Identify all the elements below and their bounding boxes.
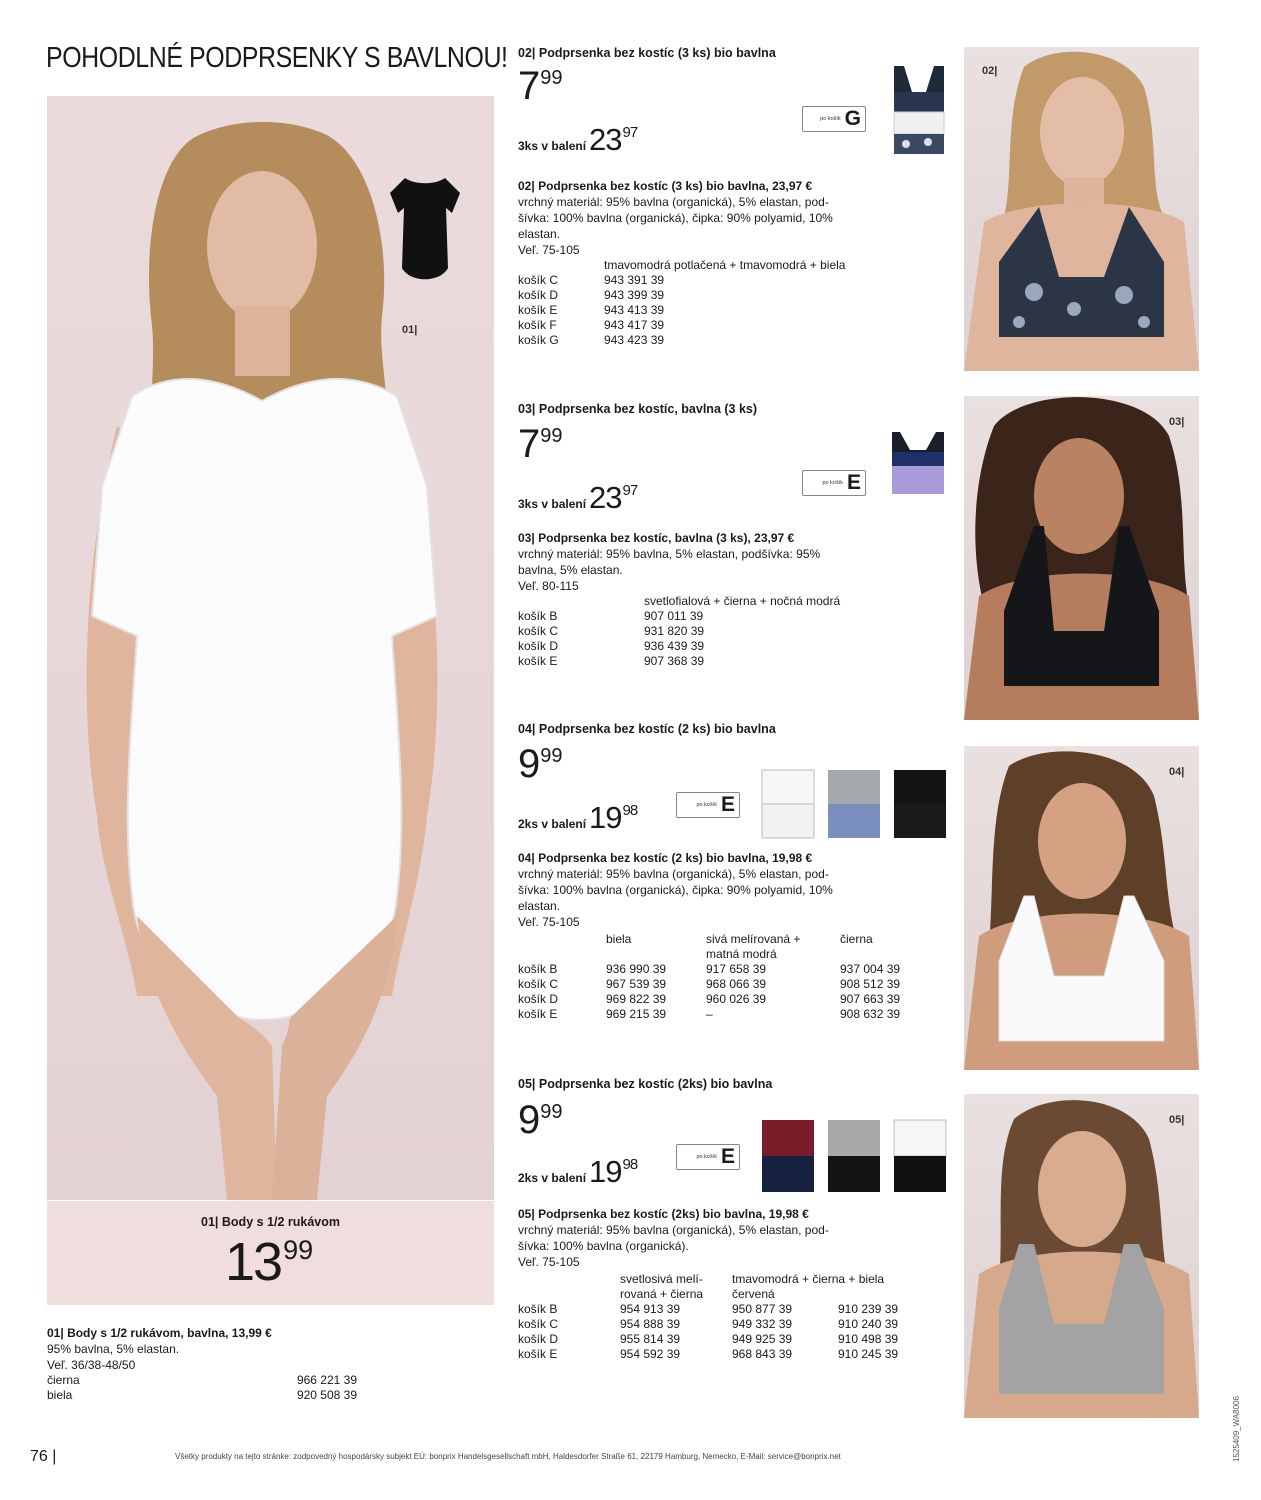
pack-label: 3ks v balení [518, 139, 587, 153]
table-row [518, 273, 845, 288]
product-desc-04-title [518, 850, 938, 866]
price-box-01 [47, 1201, 494, 1305]
code-table-02 [518, 258, 845, 348]
table-row [518, 1347, 898, 1362]
order-code: 907 368 39 [644, 654, 705, 668]
product-head-04-text: Podprsenka bez kostíc (2 ks) bio bavlna [538, 722, 776, 736]
order-code: 936 990 39 [606, 962, 667, 976]
order-code: 943 399 39 [604, 288, 665, 302]
color-header: červená [732, 1287, 775, 1301]
cup-size: košík E [518, 1007, 558, 1021]
cup-size: košík C [518, 273, 559, 287]
table-row [518, 1272, 898, 1287]
product-desc-01-title-text: Body s 1/2 rukávom, bavlna, 13,99 € [67, 1326, 272, 1340]
order-code: 943 423 39 [604, 333, 665, 347]
color-header: čierna [840, 932, 873, 946]
order-code: 943 391 39 [604, 273, 665, 287]
product-desc-04-title-text: Podprsenka bez kostíc (2 ks) bio bavlna, 19,98 € [538, 851, 813, 865]
table-row [47, 1388, 357, 1403]
color-name: čierna [47, 1373, 80, 1387]
order-code: 937 004 39 [840, 962, 901, 976]
photo-model-03 [964, 396, 1199, 720]
pack-price-cents: 98 [622, 1156, 638, 1173]
cup-size-badge-05 [676, 1144, 740, 1170]
pack-label: 3ks v balení [518, 497, 587, 511]
bra-swatch-02 [890, 62, 948, 157]
photo-tag-02: 02| [982, 65, 998, 77]
price-03-cents: 99 [540, 425, 563, 447]
order-code: 907 011 39 [644, 609, 704, 623]
product-desc-03-line: bavlna, 5% elastan. [518, 563, 623, 577]
product-desc-05-line: vrchný materiál: 95% bavlna (organická), 5% elastan, pod- [518, 1223, 829, 1237]
product-desc-05 [518, 1206, 938, 1362]
price-03-main: 7 [518, 422, 539, 466]
hero-photo-body [47, 96, 494, 1200]
bra-swatch-05-white [890, 1114, 950, 1196]
table-row [518, 1287, 898, 1302]
table-row [518, 318, 845, 333]
price-02-main: 7 [518, 64, 539, 108]
bra-swatch-04-white [758, 762, 818, 842]
bra-swatch-04-grey [824, 762, 884, 842]
catalog-code: 1525409_WA8006 [1232, 1396, 1241, 1462]
photo-model-02 [964, 47, 1199, 371]
pack-price-main: 19 [589, 1154, 622, 1189]
pack-price-03 [518, 480, 637, 516]
color-header: svetlosivá melí- [620, 1272, 703, 1286]
order-code: 954 913 39 [620, 1302, 681, 1316]
cup-size: košík C [518, 977, 559, 991]
cup-size: košík D [518, 992, 559, 1006]
product-desc-02 [518, 178, 938, 348]
badge-letter: E [720, 793, 735, 816]
product-desc-03 [518, 530, 938, 669]
order-code: 908 632 39 [840, 1007, 901, 1021]
product-head-05-text: Podprsenka bez kostíc (2ks) bio bavlna [538, 1077, 773, 1091]
product-desc-03-title [518, 530, 938, 546]
code-table-04 [518, 932, 900, 1022]
price-01 [225, 1232, 314, 1292]
order-code: 908 512 39 [840, 977, 901, 991]
product-desc-01-title [47, 1325, 377, 1341]
page-number: 76 | [30, 1448, 57, 1465]
product-desc-01-line: Veľ. 36/38-48/50 [47, 1358, 136, 1372]
cup-size: košík C [518, 1317, 559, 1331]
cup-size-badge-02 [802, 106, 866, 132]
order-code: – [706, 1007, 713, 1021]
photo-tag-05: 05| [1169, 1114, 1185, 1126]
product-desc-02-title-text: Podprsenka bez kostíc (3 ks) bio bavlna, 23,97 € [538, 179, 813, 193]
order-code: 969 215 39 [606, 1007, 667, 1021]
photo-model-04 [964, 746, 1199, 1070]
badge-label: po košík [820, 116, 841, 122]
color-header: matná modrá [706, 947, 777, 961]
product-desc-03-line: Veľ. 80-115 [518, 579, 579, 593]
badge-label: po košík [696, 1154, 717, 1160]
product-desc-02-line: Veľ. 75-105 [518, 243, 580, 257]
order-code: 960 026 39 [706, 992, 767, 1006]
price-box-label-text: Body s 1/2 rukávom [221, 1215, 340, 1229]
product-head-05-num: 05| [518, 1077, 536, 1091]
order-code: 907 663 39 [840, 992, 901, 1006]
table-row [518, 1007, 900, 1022]
order-code: 966 221 39 [296, 1373, 357, 1387]
order-code: 954 592 39 [620, 1347, 681, 1361]
order-code: 949 925 39 [732, 1332, 793, 1346]
order-code: 936 439 39 [644, 639, 705, 653]
order-code: 954 888 39 [620, 1317, 681, 1331]
pack-price-cents: 98 [622, 802, 638, 819]
color-header: tmavomodrá potlačená + tmavomodrá + biela [604, 258, 846, 272]
table-row [518, 962, 900, 977]
table-row [518, 258, 845, 273]
order-code: 917 658 39 [706, 962, 767, 976]
pack-price-05 [518, 1154, 637, 1190]
product-desc-04 [518, 850, 938, 1022]
order-code: 910 245 39 [838, 1347, 899, 1361]
code-table-01 [47, 1373, 357, 1403]
badge-letter: E [720, 1145, 735, 1168]
table-row [518, 932, 900, 947]
color-header: sivá melírovaná + [706, 932, 801, 946]
legal-footer: Všetky produkty na tejto stránke: zodpovedný hospodársky subjekt EÚ: bonprix Handelsgesellschaft mbH, Haldesdorfer Straße 61, 22179 Hamburg, Nemecko, E-Mail: service@bonprix.net [175, 1452, 841, 1461]
product-desc-01 [47, 1325, 377, 1403]
order-code: 967 539 39 [606, 977, 667, 991]
cup-size: košík E [518, 654, 558, 668]
table-row [518, 303, 845, 318]
product-head-02-num: 02| [518, 46, 536, 60]
product-head-04 [518, 722, 776, 736]
order-code: 968 066 39 [706, 977, 767, 991]
cup-size: košík E [518, 303, 558, 317]
table-row [518, 1317, 898, 1332]
product-head-02-text: Podprsenka bez kostíc (3 ks) bio bavlna [538, 46, 776, 60]
table-row [518, 624, 840, 639]
price-02 [518, 66, 563, 106]
product-desc-05-title [518, 1206, 938, 1222]
order-code: 943 413 39 [604, 303, 665, 317]
code-table-03 [518, 594, 840, 669]
cup-size: košík D [518, 288, 559, 302]
price-05-main: 9 [518, 1098, 539, 1142]
badge-letter: G [844, 107, 861, 130]
order-code: 950 877 39 [732, 1302, 793, 1316]
badge-letter: E [846, 471, 861, 494]
page-headline: POHODLNÉ PODPRSENKY S BAVLNOU! [46, 42, 508, 74]
price-03 [518, 424, 563, 464]
cup-size: košík E [518, 1347, 558, 1361]
price-05-cents: 99 [540, 1101, 563, 1123]
color-header: rovaná + čierna [620, 1287, 704, 1301]
product-head-03 [518, 402, 757, 416]
table-row [518, 947, 900, 962]
cup-size: košík B [518, 962, 558, 976]
product-head-03-text: Podprsenka bez kostíc, bavlna (3 ks) [538, 402, 758, 416]
color-header: svetlofialová + čierna + nočná modrá [644, 594, 841, 608]
price-box-label [201, 1215, 340, 1229]
table-row [47, 1373, 357, 1388]
color-header: biela [606, 932, 632, 946]
price-01-cents: 99 [283, 1235, 314, 1265]
product-desc-04-line: šívka: 100% bavlna (organická), čipka: 90% polyamid, 10% [518, 883, 833, 897]
order-code: 969 822 39 [606, 992, 667, 1006]
order-code: 955 814 39 [620, 1332, 681, 1346]
price-04 [518, 744, 563, 784]
pack-price-04 [518, 800, 637, 836]
order-code: 910 240 39 [838, 1317, 899, 1331]
pack-price-main: 19 [589, 800, 622, 835]
bodysuit-thumbnail [390, 173, 460, 288]
color-name: biela [47, 1388, 73, 1402]
cup-size: košík B [518, 1302, 558, 1316]
cup-size: košík G [518, 333, 559, 347]
order-code: 943 417 39 [604, 318, 665, 332]
table-row [518, 1302, 898, 1317]
table-row [518, 639, 840, 654]
cup-size: košík B [518, 609, 558, 623]
product-desc-05-title-text: Podprsenka bez kostíc (2ks) bio bavlna, 19,98 € [538, 1207, 809, 1221]
pack-price-02 [518, 122, 637, 158]
price-02-cents: 99 [540, 67, 563, 89]
product-desc-04-line: elastan. [518, 899, 561, 913]
price-04-main: 9 [518, 742, 539, 786]
order-code: 920 508 39 [296, 1388, 357, 1402]
order-code: 910 239 39 [838, 1302, 899, 1316]
product-desc-02-line: elastan. [518, 227, 561, 241]
badge-label: po košík [696, 802, 717, 808]
order-code: 931 820 39 [644, 624, 705, 638]
product-desc-03-num: 03| [518, 531, 535, 545]
product-desc-03-line: vrchný materiál: 95% bavlna, 5% elastan, podšívka: 95% [518, 547, 821, 561]
table-row [518, 333, 845, 348]
table-row [518, 654, 840, 669]
bra-swatch-03 [888, 428, 948, 498]
table-row [518, 977, 900, 992]
table-row [518, 1332, 898, 1347]
table-row [518, 609, 840, 624]
product-tag-01: 01| [402, 324, 418, 336]
table-row [518, 992, 900, 1007]
price-box-label-num: 01| [201, 1215, 219, 1229]
order-code: 949 332 39 [732, 1317, 793, 1331]
cup-size: košík F [518, 318, 557, 332]
bra-swatch-05-grey [824, 1114, 884, 1196]
pack-label: 2ks v balení [518, 817, 587, 831]
product-desc-02-num: 02| [518, 179, 535, 193]
product-desc-01-line: 95% bavlna, 5% elastan. [47, 1342, 180, 1356]
product-head-03-num: 03| [518, 402, 536, 416]
pack-price-main: 23 [589, 480, 622, 515]
cup-size: košík C [518, 624, 559, 638]
product-desc-05-line: Veľ. 75-105 [518, 1255, 580, 1269]
product-head-04-num: 04| [518, 722, 536, 736]
cup-size: košík D [518, 639, 559, 653]
color-header: tmavomodrá + čierna + biela [732, 1272, 885, 1286]
photo-tag-03: 03| [1169, 416, 1185, 428]
order-code: 968 843 39 [732, 1347, 793, 1361]
price-04-cents: 99 [540, 745, 563, 767]
pack-label: 2ks v balení [518, 1171, 587, 1185]
product-desc-04-line: Veľ. 75-105 [518, 915, 580, 929]
product-desc-02-title [518, 178, 938, 194]
product-desc-02-line: vrchný materiál: 95% bavlna (organická), 5% elastan, pod- [518, 195, 829, 209]
table-row [518, 288, 845, 303]
pack-price-cents: 97 [622, 482, 638, 499]
photo-tag-04: 04| [1169, 766, 1185, 778]
cup-size-badge-04 [676, 792, 740, 818]
product-desc-05-num: 05| [518, 1207, 535, 1221]
product-head-05 [518, 1077, 772, 1091]
product-desc-02-line: šívka: 100% bavlna (organická), čipka: 90% polyamid, 10% [518, 211, 833, 225]
photo-model-05 [964, 1094, 1199, 1418]
product-head-02 [518, 46, 776, 60]
bra-swatch-05-red [758, 1114, 818, 1196]
order-code: 910 498 39 [838, 1332, 899, 1346]
cup-size: košík D [518, 1332, 559, 1346]
cup-size-badge-03 [802, 470, 866, 496]
badge-label: po košík [822, 480, 843, 486]
code-table-05 [518, 1272, 898, 1362]
table-row [518, 594, 840, 609]
pack-price-main: 23 [589, 122, 622, 157]
product-desc-04-num: 04| [518, 851, 535, 865]
price-05 [518, 1100, 563, 1140]
product-desc-05-line: šívka: 100% bavlna (organická). [518, 1239, 689, 1253]
product-desc-04-line: vrchný materiál: 95% bavlna (organická), 5% elastan, pod- [518, 867, 829, 881]
price-01-main: 13 [225, 1232, 282, 1292]
pack-price-cents: 97 [622, 124, 638, 141]
product-desc-01-num: 01| [47, 1326, 64, 1340]
bra-swatch-04-black [890, 762, 950, 842]
product-desc-03-title-text: Podprsenka bez kostíc, bavlna (3 ks), 23,97 € [538, 531, 795, 545]
